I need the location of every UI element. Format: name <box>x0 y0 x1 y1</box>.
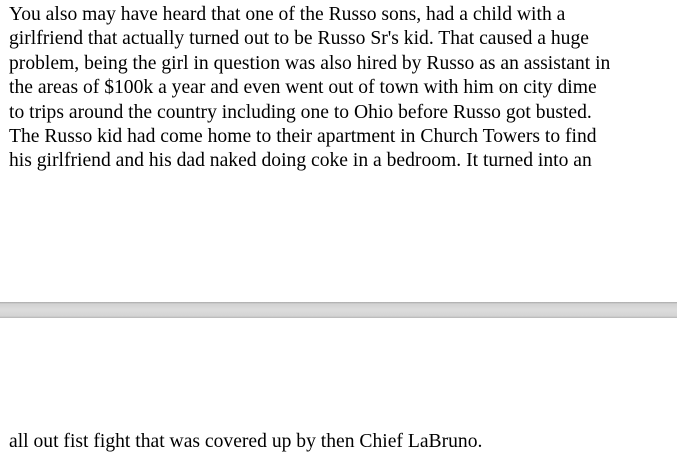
text-line: The Russo kid had come home to their apartment in Church Towers to find <box>9 126 597 148</box>
document-page-2 <box>0 318 677 463</box>
text-line: girlfriend that actually turned out to be Russo Sr's kid. That caused a huge <box>9 28 589 50</box>
paragraph-text <box>9 3 673 174</box>
text-line: his girlfriend and his dad naked doing coke in a bedroom. It turned into an <box>9 150 592 172</box>
text-line: You also may have heard that one of the Russo sons, had a child with a <box>9 4 566 25</box>
paragraph-text <box>9 430 673 454</box>
text-line: all out fist fight that was covered up by then Chief LaBruno. <box>9 431 483 452</box>
page-break-separator <box>0 302 677 318</box>
text-line: to trips around the country including one to Ohio before Russo got busted. <box>9 101 592 123</box>
text-line: the areas of $100k a year and even went out of town with him on city dime <box>9 77 597 99</box>
text-line: problem, being the girl in question was also hired by Russo as an assistant in <box>9 52 611 74</box>
